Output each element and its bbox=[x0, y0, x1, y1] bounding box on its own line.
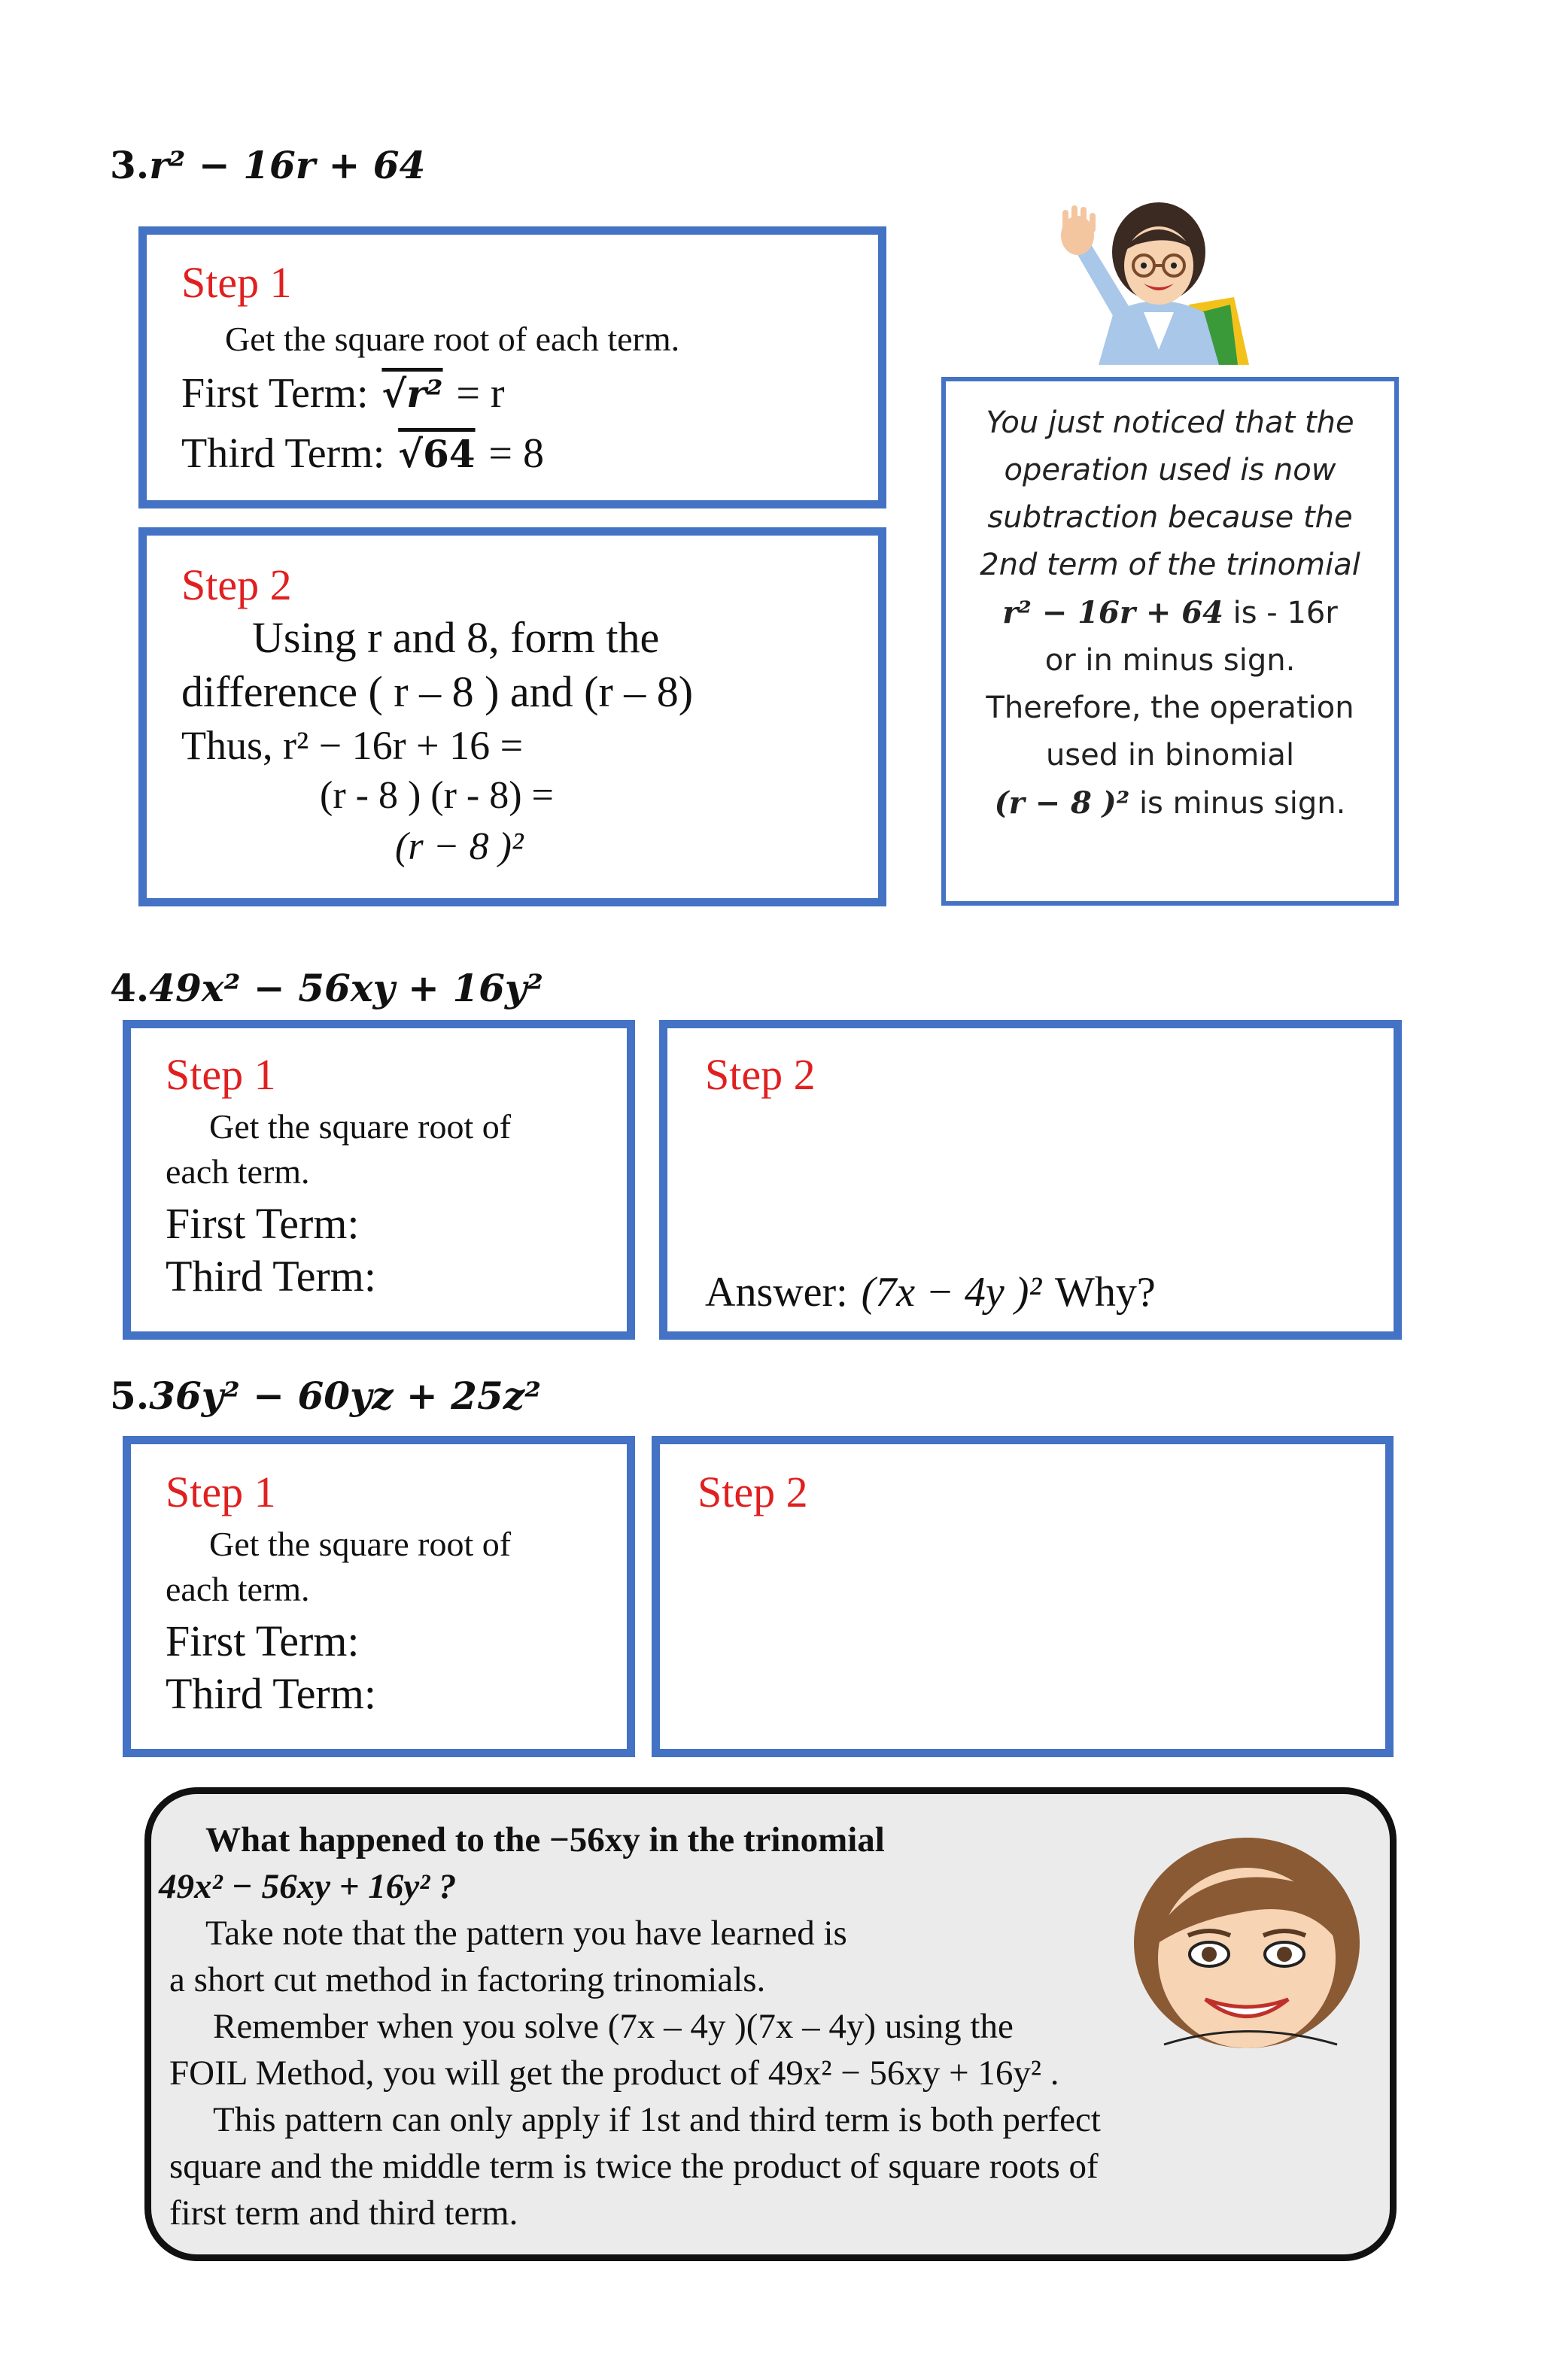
callout-expression: 49x² − 56xy + 16y² ? bbox=[159, 1867, 457, 1906]
step-title: Step 2 bbox=[698, 1468, 808, 1516]
step-2-line-5: (r − 8 )² bbox=[395, 825, 524, 868]
note-line: 2nd term of the trinomial bbox=[980, 548, 1360, 582]
problem-4-step-2-box bbox=[659, 1020, 1402, 1340]
step-2-line-1: Using r and 8, form the bbox=[252, 613, 660, 662]
problem-3-heading bbox=[110, 143, 425, 187]
first-term-row bbox=[181, 369, 505, 417]
step-instruction: each term. bbox=[166, 1152, 310, 1191]
third-term-row bbox=[181, 429, 544, 478]
callout-line: This pattern can only apply if 1st and third term is both perfect bbox=[213, 2100, 1101, 2139]
note-line: used in binomial bbox=[1045, 738, 1295, 773]
first-term-label: First Term: bbox=[166, 1199, 360, 1248]
third-term-label: Third Term: bbox=[181, 430, 385, 477]
step-2-line-2: difference ( r – 8 ) and (r – 8) bbox=[181, 667, 694, 716]
problem-expression: r² − 16r + 64 bbox=[149, 143, 426, 187]
note-line: operation used is now bbox=[1004, 453, 1336, 487]
problem-5-step-1-box bbox=[123, 1436, 635, 1757]
step-title: Step 1 bbox=[181, 258, 292, 307]
callout-line: a short cut method in factoring trinomials. bbox=[169, 1960, 766, 1999]
problem-3-step-1-box bbox=[138, 226, 886, 508]
step-title: Step 1 bbox=[166, 1468, 276, 1516]
why-label: Why? bbox=[1054, 1269, 1156, 1316]
problem-3-step-2-box bbox=[138, 527, 886, 906]
problem-number: 5. bbox=[110, 1374, 150, 1418]
note-text bbox=[946, 399, 1394, 827]
callout-line: FOIL Method, you will get the product of 49x² − 56xy + 16y² . bbox=[169, 2054, 1059, 2093]
note-math: r² − 16r + 64 bbox=[1002, 595, 1223, 630]
first-term-root: √r² bbox=[381, 372, 443, 416]
smiling-teacher-avatar-icon bbox=[1119, 1830, 1375, 2056]
third-term-result: = 8 bbox=[488, 430, 544, 477]
problem-4-step-1-box bbox=[123, 1020, 635, 1340]
callout-line: first term and third term. bbox=[169, 2193, 518, 2233]
first-term-label: First Term: bbox=[181, 370, 369, 417]
third-term-root: √64 bbox=[398, 432, 476, 476]
step-2-line-3: Thus, r² − 16r + 16 = bbox=[181, 723, 524, 768]
step-instruction: each term. bbox=[166, 1570, 310, 1608]
step-title: Step 2 bbox=[181, 560, 292, 609]
callout-question: What happened to the −56xy in the trinomial bbox=[205, 1820, 885, 1859]
third-term-label: Third Term: bbox=[166, 1669, 376, 1718]
answer-label: Answer: bbox=[705, 1269, 848, 1316]
step-instruction: Get the square root of bbox=[209, 1107, 512, 1146]
problem-number: 4. bbox=[110, 966, 150, 1010]
callout-line: Take note that the pattern you have learned is bbox=[205, 1914, 847, 1953]
problem-4-heading bbox=[110, 966, 543, 1010]
step-title: Step 1 bbox=[166, 1050, 276, 1099]
note-line: You just noticed that the bbox=[986, 405, 1354, 440]
step-title: Step 2 bbox=[705, 1050, 816, 1099]
note-math: (r − 8 )² bbox=[994, 785, 1130, 821]
note-line: is - 16r bbox=[1232, 596, 1338, 630]
first-term-result: = r bbox=[456, 370, 505, 417]
note-line: is minus sign. bbox=[1138, 786, 1346, 821]
problem-expression: 36y² − 60yz + 25z² bbox=[149, 1374, 542, 1418]
problem-number: 3. bbox=[110, 143, 150, 187]
note-line: subtraction because the bbox=[987, 500, 1353, 535]
third-term-label: Third Term: bbox=[166, 1252, 376, 1301]
callout-line: square and the middle term is twice the product of square roots of bbox=[169, 2147, 1099, 2186]
problem-5-heading bbox=[110, 1374, 541, 1418]
waving-teacher-avatar-icon bbox=[1046, 199, 1264, 365]
step-2-line-4: (r - 8 ) (r - 8) = bbox=[320, 774, 554, 817]
note-line: or in minus sign. bbox=[1044, 643, 1296, 678]
note-line: Therefore, the operation bbox=[986, 691, 1354, 725]
step-instruction: Get the square root of bbox=[209, 1525, 512, 1563]
callout-line: Remember when you solve (7x – 4y )(7x – 4y) using the bbox=[213, 2007, 1014, 2046]
answer-row bbox=[705, 1267, 1156, 1316]
first-term-label: First Term: bbox=[166, 1617, 360, 1665]
problem-expression: 49x² − 56xy + 16y² bbox=[149, 966, 543, 1010]
explanation-callout bbox=[144, 1787, 1397, 2261]
step-instruction: Get the square root of each term. bbox=[225, 320, 680, 358]
problem-3-note-box bbox=[941, 377, 1399, 906]
problem-5-step-2-box bbox=[652, 1436, 1394, 1757]
answer-math: (7x − 4y )² bbox=[861, 1269, 1042, 1316]
